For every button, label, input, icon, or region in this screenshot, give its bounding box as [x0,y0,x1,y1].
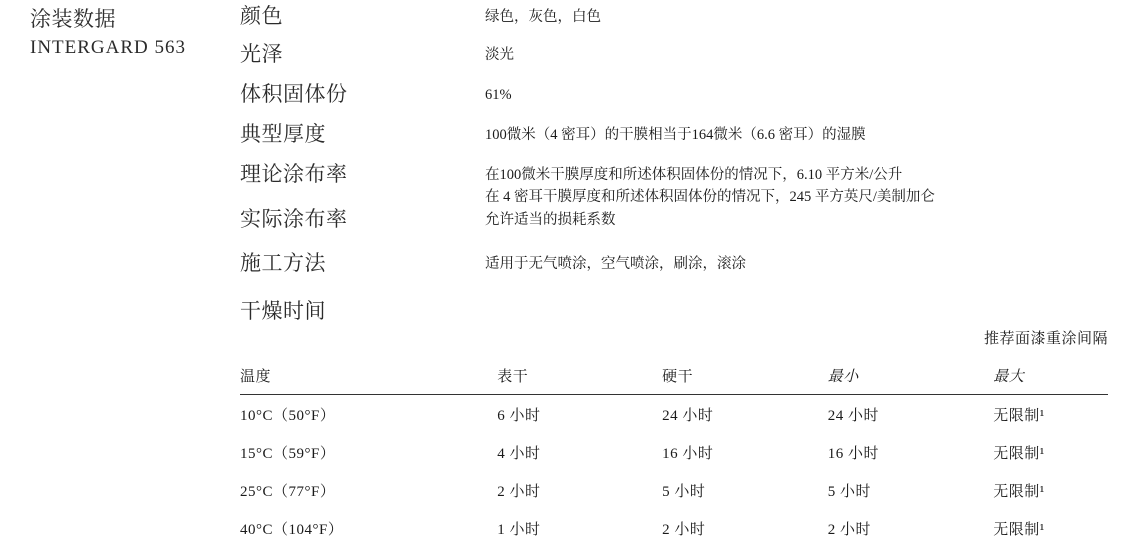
overcoat-interval-note: 推荐面漆重涂间隔 [984,327,1108,348]
property-value-typical-thickness-line-1: 100微米（4 密耳）的干膜相当于164微米（6.6 密耳）的湿膜 [485,124,1105,146]
section-title-block [30,4,230,62]
property-value-application-method-line-1: 适用于无气喷涂，空气喷涂，刷涂，滚涂 [485,253,1105,275]
column-header-min-interval: 最小 [828,365,994,395]
drying-table-head [240,365,1108,395]
table-row [240,395,1108,434]
property-label-practical-coverage: 实际涂布率 [240,205,480,233]
cell-temperature: 10°C（50°F） [240,395,497,434]
cell-min-interval: 16 小时 [828,433,994,471]
cell-min-interval: 24 小时 [828,395,994,434]
column-header-touch-dry: 表干 [497,365,662,395]
property-value-color [485,6,1105,28]
property-label-volume-solids: 体积固体份 [240,80,480,108]
cell-max-interval: 无限制¹ [993,433,1108,471]
property-value-gloss-line-1: 淡光 [485,44,1105,66]
cell-touch-dry: 1 小时 [497,509,662,547]
property-value-practical-coverage [485,209,1105,231]
property-row-gloss [240,40,1120,78]
property-row-typical-thickness [240,120,1120,158]
property-label-drying-time: 干燥时间 [240,297,480,325]
property-label-gloss: 光泽 [240,40,480,68]
drying-table-body [240,395,1108,547]
cell-max-interval: 无限制¹ [993,509,1108,547]
property-value-volume-solids-line-1: 61% [485,84,1105,106]
table-row [240,509,1108,547]
property-value-typical-thickness [485,124,1105,146]
cell-temperature: 15°C（59°F） [240,433,497,471]
property-label-theoretical-coverage: 理论涂布率 [240,160,480,188]
cell-touch-dry: 2 小时 [497,471,662,509]
cell-hard-dry: 16 小时 [662,433,828,471]
cell-min-interval: 5 小时 [828,471,994,509]
property-value-theoretical-coverage-line-2: 在 4 密耳干膜厚度和所述体积固体份的情况下，245 平方英尺/美制加仑 [485,186,1105,208]
property-value-volume-solids [485,84,1105,106]
property-row-practical-coverage [240,205,1120,243]
cell-hard-dry: 5 小时 [662,471,828,509]
product-name: INTERGARD 563 [30,34,230,62]
property-value-theoretical-coverage-line-1: 在100微米干膜厚度和所述体积固体份的情况下，6.10 平方米/公升 [485,164,1105,186]
property-row-application-method [240,249,1120,287]
property-label-application-method: 施工方法 [240,249,480,277]
cell-hard-dry: 24 小时 [662,395,828,434]
property-row-color [240,2,1120,40]
drying-table-header-row [240,365,1108,395]
property-value-practical-coverage-line-1: 允许适当的损耗系数 [485,209,1105,231]
cell-temperature: 40°C（104°F） [240,509,497,547]
column-header-hard-dry: 硬干 [662,365,828,395]
cell-min-interval: 2 小时 [828,509,994,547]
cell-max-interval: 无限制¹ [993,471,1108,509]
cell-touch-dry: 6 小时 [497,395,662,434]
property-label-typical-thickness: 典型厚度 [240,120,480,148]
property-value-theoretical-coverage [485,164,1105,208]
property-label-color: 颜色 [240,2,480,30]
table-row [240,471,1108,509]
property-value-gloss [485,44,1105,66]
cell-max-interval: 无限制¹ [993,395,1108,434]
cell-temperature: 25°C（77°F） [240,471,497,509]
column-header-max-interval: 最大 [993,365,1108,395]
property-value-application-method [485,253,1105,275]
section-title: 涂装数据 [30,4,230,34]
property-row-volume-solids [240,80,1120,118]
table-row [240,433,1108,471]
drying-time-table [240,365,1108,547]
column-header-temperature: 温度 [240,365,497,395]
property-value-color-line-1: 绿色，灰色，白色 [485,6,1105,28]
property-row-theoretical-coverage [240,160,1120,198]
cell-touch-dry: 4 小时 [497,433,662,471]
cell-hard-dry: 2 小时 [662,509,828,547]
